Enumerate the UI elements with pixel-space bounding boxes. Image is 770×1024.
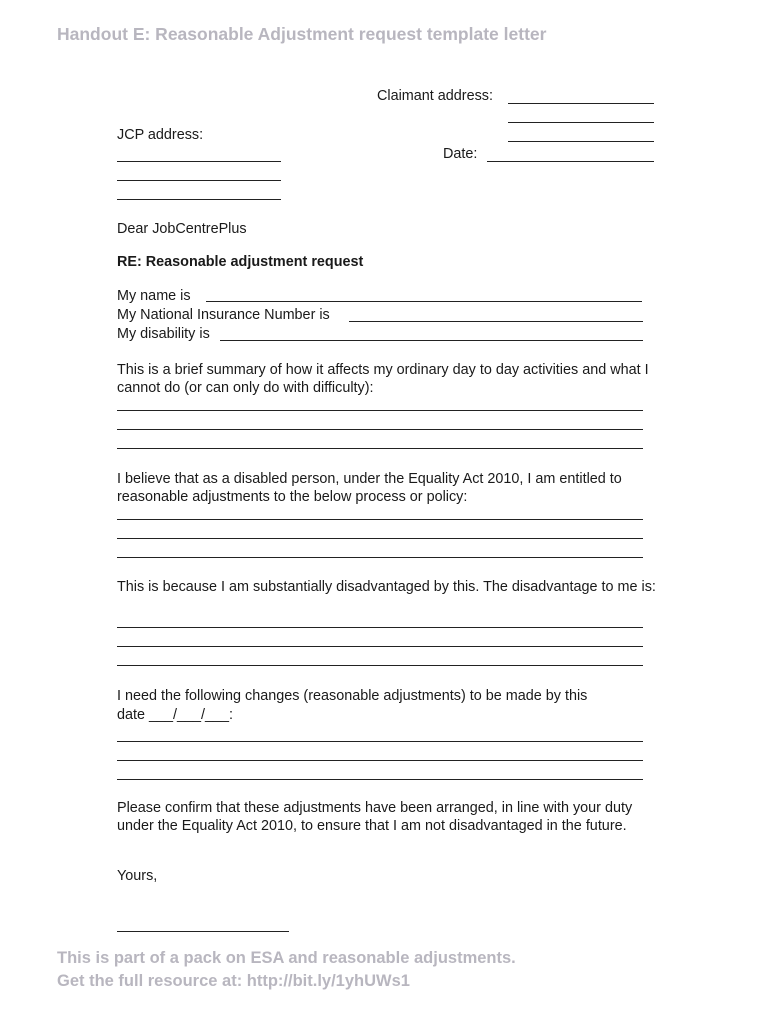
changes-line-1[interactable] bbox=[117, 741, 643, 742]
footer-line-1: This is part of a pack on ESA and reasonable adjustments. bbox=[57, 949, 516, 967]
entitlement-line-2[interactable] bbox=[117, 538, 643, 539]
claimant-address-line-3[interactable] bbox=[508, 141, 654, 142]
changes-line-3[interactable] bbox=[117, 779, 643, 780]
date-label: Date: bbox=[443, 146, 478, 162]
disadvantage-line-1[interactable] bbox=[117, 627, 643, 628]
entitlement-line-3[interactable] bbox=[117, 557, 643, 558]
summary-line-3[interactable] bbox=[117, 448, 643, 449]
jcp-address-line-1[interactable] bbox=[117, 161, 281, 162]
summary-line-1[interactable] bbox=[117, 410, 643, 411]
signature-line[interactable] bbox=[117, 931, 289, 932]
ni-label: My National Insurance Number is bbox=[117, 307, 330, 323]
claimant-address-label: Claimant address: bbox=[377, 88, 493, 104]
date-line[interactable] bbox=[487, 161, 654, 162]
summary-line-2[interactable] bbox=[117, 429, 643, 430]
jcp-address-label: JCP address: bbox=[117, 127, 204, 143]
claimant-address-line-1[interactable] bbox=[508, 103, 654, 104]
disadvantage-prompt: This is because I am substantially disadvantaged by this. The disadvantage to me is: bbox=[117, 579, 656, 595]
disability-line[interactable] bbox=[220, 340, 643, 341]
claimant-address-line-2[interactable] bbox=[508, 122, 654, 123]
subject-line: RE: Reasonable adjustment request bbox=[117, 254, 364, 270]
disadvantage-line-2[interactable] bbox=[117, 646, 643, 647]
name-line[interactable] bbox=[206, 301, 642, 302]
jcp-address-line-3[interactable] bbox=[117, 199, 281, 200]
name-label: My name is bbox=[117, 288, 191, 304]
changes-prompt-line1: I need the following changes (reasonable adjustments) to be made by this bbox=[117, 688, 588, 704]
summary-prompt: This is a brief summary of how it affects my ordinary day to day activities and what I cannot do (or can only do with difficulty): bbox=[117, 362, 649, 396]
entitlement-prompt: I believe that as a disabled person, under the Equality Act 2010, I am entitled to reasonable adjustments to the below process or policy: bbox=[117, 471, 622, 505]
confirm-text: Please confirm that these adjustments have been arranged, in line with your duty under the Equality Act 2010, to ensure that I am not disadvantaged in the future. bbox=[117, 800, 633, 834]
disability-label: My disability is bbox=[117, 326, 210, 342]
closing: Yours, bbox=[117, 868, 158, 884]
entitlement-line-1[interactable] bbox=[117, 519, 643, 520]
page-title: Handout E: Reasonable Adjustment request template letter bbox=[57, 24, 547, 44]
salutation: Dear JobCentrePlus bbox=[117, 221, 247, 237]
jcp-address-line-2[interactable] bbox=[117, 180, 281, 181]
disadvantage-line-3[interactable] bbox=[117, 665, 643, 666]
changes-prompt-line2: date ___/___/___: bbox=[117, 707, 234, 723]
footer-line-2: Get the full resource at: http://bit.ly/1yhUWs1 bbox=[57, 972, 410, 990]
changes-line-2[interactable] bbox=[117, 760, 643, 761]
ni-line[interactable] bbox=[349, 321, 643, 322]
